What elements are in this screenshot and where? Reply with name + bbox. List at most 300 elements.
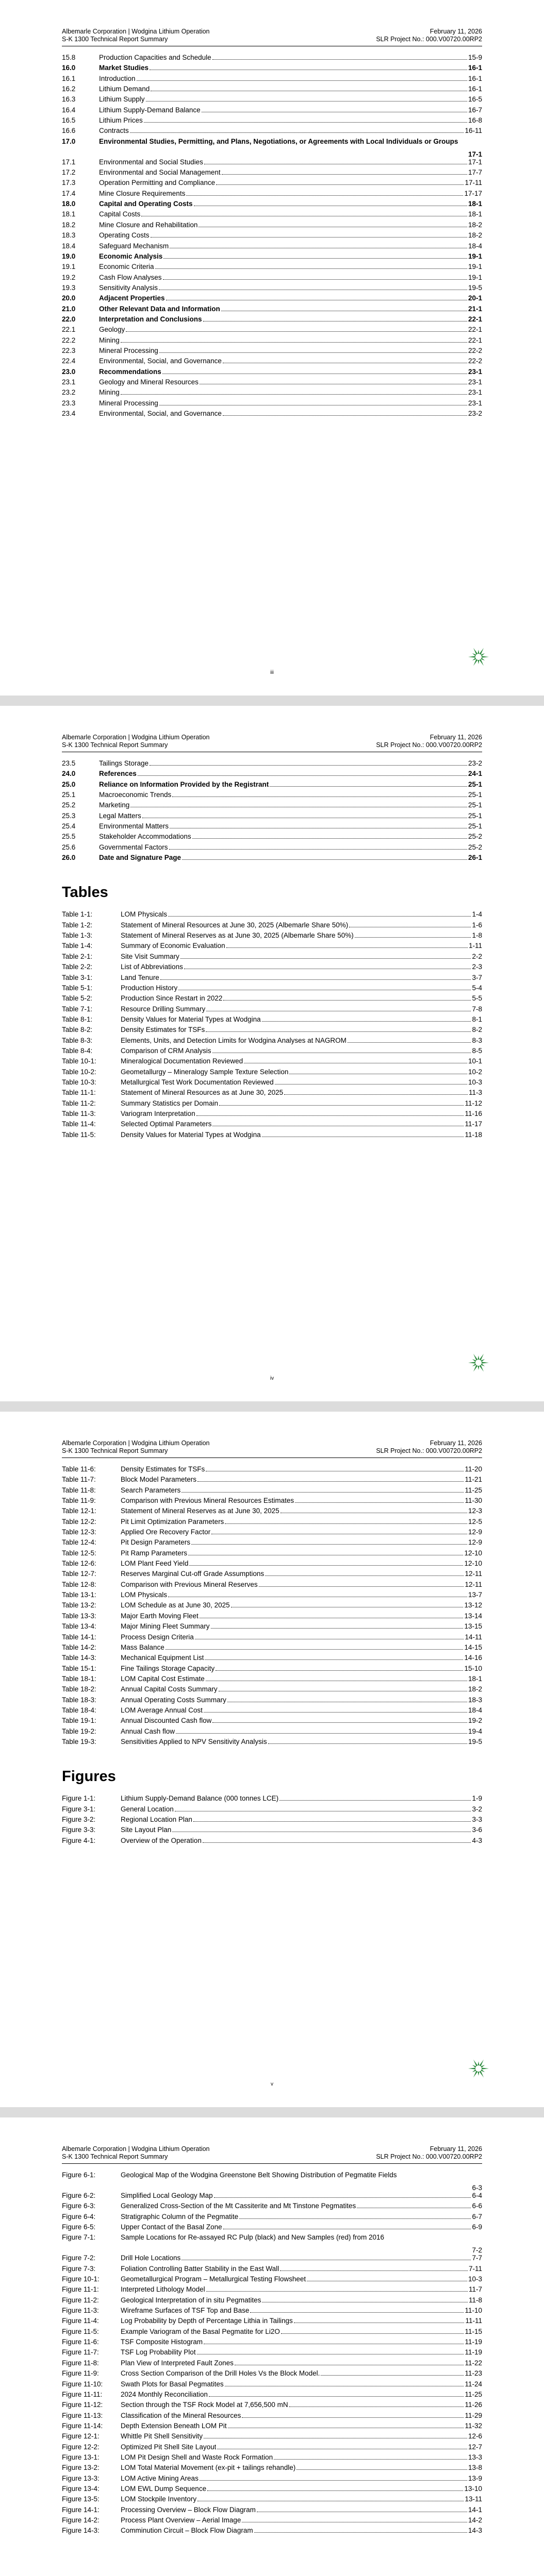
table-list-entry[interactable]	[62, 963, 482, 973]
entry-page: 18-1	[468, 210, 482, 218]
toc-entry[interactable]	[62, 116, 482, 127]
entry-page: 19-1	[468, 252, 482, 260]
entry-title: Operating Costs	[99, 231, 150, 240]
entry-page: 14-16	[464, 1654, 482, 1662]
entry-number: Table 5-1:	[62, 984, 93, 992]
dot-leader	[265, 1575, 464, 1576]
table-list-entry[interactable]	[62, 1497, 482, 1507]
table-list-entry[interactable]	[62, 953, 482, 963]
entry-number: Table 18-3:	[62, 1696, 96, 1704]
toc-entry[interactable]	[62, 357, 482, 367]
entry-page: 16-1	[468, 85, 482, 93]
table-list-entry[interactable]	[62, 1685, 482, 1696]
slr-star-logo-icon	[467, 1351, 490, 1374]
entry-title: Sample Locations for Re-assayed RC Pulp (black) and New Samples (red) from 2016	[121, 2233, 384, 2242]
toc-entry[interactable]	[62, 854, 482, 864]
entry-number: 18.2	[62, 221, 76, 229]
dot-leader	[182, 1492, 464, 1493]
toc-entry[interactable]	[62, 138, 482, 158]
entry-title: Annual Cash flow	[121, 1727, 175, 1735]
figure-list-entry[interactable]	[62, 2348, 482, 2359]
figure-list-entry[interactable]	[62, 2369, 482, 2380]
header-date: February 11, 2026	[430, 2145, 482, 2153]
figure-list-entry[interactable]	[62, 1805, 482, 1816]
entry-title: Mechanical Equipment List	[121, 1654, 204, 1662]
toc-entry[interactable]	[62, 326, 482, 336]
logo-ray	[472, 1364, 476, 1366]
toc-entry[interactable]	[62, 210, 482, 221]
entry-page: 25-1	[468, 791, 482, 799]
table-list-entry[interactable]	[62, 931, 482, 942]
toc-entry[interactable]	[62, 843, 482, 854]
figure-list-entry[interactable]	[62, 2202, 482, 2212]
entry-page: 25-1	[468, 801, 482, 809]
entry-title: Optimized Pit Shell Site Layout	[121, 2443, 217, 2451]
dot-leader	[321, 2375, 464, 2376]
toc-entry[interactable]	[62, 833, 482, 843]
entry-title: Overview of the Operation	[121, 1836, 202, 1844]
toc-entry[interactable]	[62, 315, 482, 326]
entry-title: Geometallurgy – Mineralogy Sample Texture Selection	[121, 1067, 289, 1076]
toc-entry[interactable]	[62, 801, 482, 811]
entry-page: 12-11	[465, 1570, 482, 1578]
dot-leader	[200, 2480, 467, 2481]
entry-page: 16-11	[465, 127, 482, 135]
entry-number: Table 8-1:	[62, 1015, 93, 1023]
entry-title: LOM Total Material Movement (ex-pit + tailings rehandle)	[121, 2464, 296, 2472]
entry-page: 14-1	[468, 2505, 482, 2514]
logo-ray	[472, 658, 476, 660]
entry-page: 13-11	[465, 2495, 482, 2503]
entry-page: 12-9	[468, 1528, 482, 1536]
entry-number: Table 18-2:	[62, 1685, 96, 1693]
entry-number: Table 13-1:	[62, 1591, 96, 1599]
entry-title: Applied Ore Recovery Factor	[121, 1528, 211, 1536]
toc-entry[interactable]	[62, 378, 482, 388]
dot-leader	[144, 122, 467, 123]
entry-title: Market Studies	[99, 64, 149, 72]
figure-list-entry[interactable]	[62, 2296, 482, 2307]
figure-list-entry[interactable]	[62, 2516, 482, 2527]
entry-title: Foliation Controlling Batter Stability in the East Wall	[121, 2264, 279, 2273]
entry-number: 22.2	[62, 336, 76, 344]
entry-number: 19.3	[62, 283, 76, 292]
dot-leader	[130, 132, 464, 133]
table-list-entry[interactable]	[62, 1518, 482, 1528]
figure-list-entry[interactable]	[62, 2527, 482, 2537]
table-list-entry[interactable]	[62, 1612, 482, 1622]
toc-entry[interactable]	[62, 127, 482, 137]
entry-page: 3-6	[472, 1826, 482, 1834]
table-list-entry[interactable]	[62, 1026, 482, 1036]
entry-page: 1-6	[472, 921, 482, 929]
entry-title: Comparison with Previous Mineral Reserves	[121, 1580, 258, 1588]
header-project: SLR Project No.: 000.V00720.00RP2	[376, 36, 482, 43]
entry-title: 2024 Monthly Reconciliation	[121, 2390, 208, 2398]
figure-list-entry[interactable]	[62, 2453, 482, 2464]
entry-number: Table 2-2:	[62, 963, 93, 971]
toc-entry[interactable]	[62, 368, 482, 378]
dot-leader	[172, 796, 467, 797]
figure-list-entry[interactable]	[62, 2171, 482, 2192]
dot-leader	[280, 2270, 468, 2271]
entry-title: Density Values for Material Types at Wodgina	[121, 1015, 261, 1023]
entry-title: Capital and Operating Costs	[99, 200, 193, 208]
toc-entry[interactable]	[62, 106, 482, 116]
toc-entry[interactable]	[62, 388, 482, 399]
toc-entry[interactable]	[62, 410, 482, 420]
table-list-entry[interactable]	[62, 1057, 482, 1067]
table-list-entry[interactable]	[62, 1675, 482, 1685]
entry-title: Search Parameters	[121, 1486, 181, 1494]
entry-title: Classification of the Mineral Resources	[121, 2411, 241, 2419]
entry-page: 19-5	[468, 1737, 482, 1745]
table-list-entry[interactable]	[62, 1591, 482, 1601]
page-header	[62, 28, 482, 43]
entry-number: 16.4	[62, 106, 76, 114]
entry-title: Statement of Mineral Resources as at June 30, 2025	[121, 1089, 284, 1097]
entry-title: Comparison with Previous Mineral Resources Estimates	[121, 1497, 294, 1505]
dot-leader	[163, 279, 467, 280]
entry-page: 13-9	[468, 2474, 482, 2482]
figure-list-entry[interactable]	[62, 2213, 482, 2223]
entry-title: Mining	[99, 388, 120, 397]
entry-number: Table 13-4:	[62, 1622, 96, 1631]
table-list-entry[interactable]	[62, 984, 482, 994]
table-list-entry[interactable]	[62, 1131, 482, 1141]
figure-list-entry[interactable]	[62, 2506, 482, 2516]
entry-title: Economic Criteria	[99, 263, 154, 271]
table-list-entry[interactable]	[62, 1078, 482, 1089]
toc-entry[interactable]	[62, 252, 482, 263]
logo-ray	[480, 1365, 484, 1371]
entry-page: 18-2	[468, 1685, 482, 1693]
entry-page: 8-3	[472, 1036, 482, 1044]
dot-leader	[209, 2396, 464, 2397]
table-list-entry[interactable]	[62, 1486, 482, 1497]
table-list-entry[interactable]	[62, 1717, 482, 1727]
entry-page: 24-1	[468, 770, 482, 778]
entry-number: Table 11-8:	[62, 1486, 96, 1494]
entry-title: Environmental, Social, and Governance	[99, 357, 222, 365]
toc-entry[interactable]	[62, 399, 482, 410]
logo-ray	[480, 2071, 484, 2077]
toc-entry[interactable]	[62, 263, 482, 273]
figure-list-entry[interactable]	[62, 1826, 482, 1836]
entry-page: 23-1	[468, 399, 482, 407]
entry-title: LOM Schedule as at June 30, 2025	[121, 1601, 230, 1609]
dot-leader	[268, 1743, 467, 1744]
entry-title: Pit Limit Optimization Parameters	[121, 1517, 224, 1526]
entry-title: Interpreted Lithology Model	[121, 2285, 205, 2294]
dot-leader	[295, 1502, 464, 1503]
header-date: February 11, 2026	[430, 28, 482, 35]
entry-number: 17.0	[62, 137, 76, 145]
toc-entry[interactable]	[62, 294, 482, 304]
figure-list-entry[interactable]	[62, 2432, 482, 2443]
dot-leader	[121, 394, 467, 395]
table-list-entry[interactable]	[62, 1738, 482, 1748]
entry-page: 18-4	[468, 1706, 482, 1714]
table-list-entry[interactable]	[62, 1706, 482, 1717]
dot-leader	[137, 80, 467, 81]
header-date: February 11, 2026	[430, 734, 482, 741]
dot-leader	[296, 2469, 467, 2470]
table-list-entry[interactable]	[62, 1622, 482, 1633]
entry-page: 11-32	[465, 2421, 482, 2430]
entry-number: 22.3	[62, 346, 76, 354]
page-content	[62, 1465, 482, 1847]
toc-entry[interactable]	[62, 274, 482, 284]
figure-list-entry[interactable]	[62, 2485, 482, 2495]
table-list-entry[interactable]	[62, 1570, 482, 1580]
dot-leader	[150, 765, 467, 766]
entry-title: Regional Location Plan	[121, 1815, 192, 1823]
entry-title: Comparison of CRM Analysis	[121, 1046, 211, 1055]
figure-list-entry[interactable]	[62, 2475, 482, 2485]
figure-list-entry[interactable]	[62, 2359, 482, 2369]
header-date: February 11, 2026	[430, 1439, 482, 1447]
entry-title: Mineral Processing	[99, 346, 158, 354]
entry-title: Tailings Storage	[99, 759, 149, 767]
table-list-entry[interactable]	[62, 910, 482, 921]
entry-title: Sensitivity Analysis	[99, 283, 158, 292]
entry-number: 17.3	[62, 179, 76, 187]
figure-list-entry[interactable]	[62, 2422, 482, 2432]
dot-leader	[189, 1565, 463, 1566]
entry-page: 11-29	[465, 2411, 482, 2419]
toc-entry[interactable]	[62, 347, 482, 357]
table-list-entry[interactable]	[62, 1696, 482, 1706]
figure-list-entry[interactable]	[62, 2401, 482, 2411]
dot-leader	[138, 775, 467, 776]
toc-entry[interactable]	[62, 242, 482, 252]
entry-title: Production History	[121, 984, 178, 992]
header-company: Albemarle Corporation | Wodgina Lithium Operation	[62, 1439, 210, 1447]
toc-entry[interactable]	[62, 336, 482, 347]
table-list-entry[interactable]	[62, 1601, 482, 1612]
logo-ray	[473, 2071, 477, 2077]
toc-entry[interactable]	[62, 781, 482, 791]
table-list-entry[interactable]	[62, 942, 482, 952]
table-list-entry[interactable]	[62, 974, 482, 984]
entry-title: Density Values for Material Types at Wodgina	[121, 1130, 261, 1139]
toc-entry[interactable]	[62, 822, 482, 833]
figure-list-entry[interactable]	[62, 2254, 482, 2264]
page-content	[62, 2171, 482, 2537]
header-project: SLR Project No.: 000.V00720.00RP2	[376, 2153, 482, 2160]
toc-entry[interactable]	[62, 179, 482, 189]
entry-number: Table 11-5:	[62, 1130, 96, 1139]
table-list-entry[interactable]	[62, 1727, 482, 1738]
entry-number: 24.0	[62, 770, 76, 778]
dot-leader	[193, 1821, 471, 1822]
table-list-entry[interactable]	[62, 1005, 482, 1015]
toc-entry[interactable]	[62, 305, 482, 315]
dot-leader	[242, 2417, 464, 2418]
entry-page: 17-17	[464, 189, 482, 197]
entry-page: 16-1	[468, 64, 482, 72]
entry-title: Upper Contact of the Basal Zone	[121, 2223, 222, 2231]
entry-page: 23-1	[468, 378, 482, 386]
table-list-entry[interactable]	[62, 1110, 482, 1120]
toc-entry[interactable]	[62, 221, 482, 231]
dot-leader	[289, 2406, 464, 2407]
table-list-entry[interactable]	[62, 1538, 482, 1549]
entry-page: 22-1	[468, 315, 482, 323]
table-list-entry[interactable]	[62, 1476, 482, 1486]
toc-entry[interactable]	[62, 791, 482, 801]
table-list-entry[interactable]	[62, 1507, 482, 1517]
figure-list-entry[interactable]	[62, 1794, 482, 1805]
entry-title: Major Mining Fleet Summary	[121, 1622, 210, 1631]
entry-title: Date and Signature Page	[99, 854, 182, 862]
toc-entry[interactable]	[62, 770, 482, 780]
table-list-entry[interactable]	[62, 994, 482, 1005]
entry-title: Statement of Mineral Reserves as at June 30, 2025	[121, 1507, 279, 1515]
entry-title: Comminution Circuit – Block Flow Diagram	[121, 2527, 253, 2535]
entry-page: 19-5	[468, 283, 482, 292]
table-list-entry[interactable]	[62, 1120, 482, 1130]
toc-entry[interactable]	[62, 85, 482, 95]
entry-title: Lithium Demand	[99, 85, 150, 93]
table-list-entry[interactable]	[62, 1633, 482, 1643]
toc-entry[interactable]	[62, 231, 482, 242]
entry-number: Table 10-1:	[62, 1057, 96, 1065]
entry-page: 18-3	[468, 1696, 482, 1704]
figure-list-entry[interactable]	[62, 2285, 482, 2296]
table-list-entry[interactable]	[62, 1465, 482, 1476]
header-report: S-K 1300 Technical Report Summary	[62, 1447, 168, 1454]
entry-title: Annual Operating Costs Summary	[121, 1696, 226, 1704]
entry-page: 12-7	[468, 2443, 482, 2451]
entry-number: 16.6	[62, 127, 76, 135]
table-list-entry[interactable]	[62, 1099, 482, 1110]
table-list-entry[interactable]	[62, 1549, 482, 1560]
entry-number: 22.1	[62, 326, 76, 334]
figure-list-entry[interactable]	[62, 2443, 482, 2453]
figure-list-entry[interactable]	[62, 2317, 482, 2327]
figure-list-entry[interactable]	[62, 2495, 482, 2505]
logo-ray	[468, 1362, 475, 1363]
table-list-entry[interactable]	[62, 1528, 482, 1538]
toc-entry[interactable]	[62, 95, 482, 106]
entry-page: 23-2	[468, 410, 482, 417]
toc-entry[interactable]	[62, 64, 482, 74]
figure-list-entry[interactable]	[62, 2275, 482, 2285]
toc-entry[interactable]	[62, 158, 482, 168]
table-list-entry[interactable]	[62, 1037, 482, 1047]
entry-title: Land Tenure	[121, 973, 159, 981]
entry-number: Figure 4-1:	[62, 1836, 96, 1844]
table-list-entry[interactable]	[62, 1015, 482, 1026]
table-list-entry[interactable]	[62, 921, 482, 931]
figure-list-entry[interactable]	[62, 1816, 482, 1826]
toc-entry[interactable]	[62, 200, 482, 210]
entry-page: 15-9	[468, 54, 482, 61]
entry-number: Table 18-1:	[62, 1674, 96, 1683]
figure-list-entry[interactable]	[62, 2265, 482, 2275]
entry-number: Table 13-2:	[62, 1601, 96, 1609]
entry-number: Figure 6-3:	[62, 2202, 96, 2210]
dot-leader	[212, 59, 467, 60]
table-list-entry[interactable]	[62, 1581, 482, 1591]
entry-page: 10-2	[468, 1067, 482, 1076]
entry-number: Table 1-1:	[62, 910, 93, 919]
logo-ray	[481, 2070, 485, 2072]
figure-list-entry[interactable]	[62, 2307, 482, 2317]
figure-list-entry[interactable]	[62, 2233, 482, 2254]
toc-entry[interactable]	[62, 190, 482, 200]
figure-list-entry[interactable]	[62, 2412, 482, 2422]
header-company: Albemarle Corporation | Wodgina Lithium Operation	[62, 2145, 210, 2153]
figure-list-entry[interactable]	[62, 2223, 482, 2233]
table-list-entry[interactable]	[62, 1560, 482, 1570]
table-list-entry[interactable]	[62, 1654, 482, 1664]
entry-page: 23-2	[468, 759, 482, 767]
logo-ray	[468, 656, 475, 657]
table-list-entry[interactable]	[62, 1643, 482, 1654]
entry-number: Figure 13-1:	[62, 2453, 100, 2461]
figure-list-entry[interactable]	[62, 2391, 482, 2401]
figure-list-entry[interactable]	[62, 2328, 482, 2338]
figure-list-entry[interactable]	[62, 2192, 482, 2202]
dot-leader	[160, 979, 471, 980]
entry-title: Environmental and Social Management	[99, 168, 221, 177]
entry-title: Reserves Marginal Cut-off Grade Assumptions	[121, 1570, 265, 1578]
toc-entry[interactable]	[62, 54, 482, 64]
dot-leader	[186, 195, 463, 196]
entry-title: Elements, Units, and Detection Limits for Wodgina Analyses at NAGROM	[121, 1036, 347, 1044]
table-list-entry[interactable]	[62, 1089, 482, 1099]
figure-list-entry[interactable]	[62, 2464, 482, 2474]
dot-leader	[206, 1031, 471, 1032]
toc-entry[interactable]	[62, 812, 482, 822]
entry-number: Table 10-2:	[62, 1067, 96, 1076]
entry-page: 12-9	[468, 1538, 482, 1547]
entry-page: 7-8	[472, 1005, 482, 1013]
toc-entry[interactable]	[62, 75, 482, 85]
entry-number: 16.0	[62, 64, 76, 72]
entry-page: 13-7	[468, 1591, 482, 1599]
table-list-entry[interactable]	[62, 1068, 482, 1078]
logo-ray	[481, 1359, 485, 1362]
figure-list-entry[interactable]	[62, 2338, 482, 2348]
toc-entry[interactable]	[62, 168, 482, 179]
entry-page: 6-7	[472, 2212, 482, 2221]
entry-page: 16-7	[468, 106, 482, 114]
entry-page: 11-25	[465, 2390, 482, 2398]
toc-entry[interactable]	[62, 284, 482, 294]
entry-number: Figure 14-1:	[62, 2505, 100, 2514]
entry-page: 7-11	[468, 2264, 482, 2273]
logo-ray	[477, 650, 479, 654]
entry-page: 1-8	[472, 931, 482, 940]
entry-page: 12-6	[468, 2432, 482, 2441]
toc-entry[interactable]	[62, 759, 482, 770]
entry-title: Recommendations	[99, 367, 161, 376]
entry-number: Figure 6-4:	[62, 2212, 96, 2221]
figure-list-entry[interactable]	[62, 2380, 482, 2391]
table-list-entry[interactable]	[62, 1665, 482, 1675]
dot-leader	[121, 342, 467, 343]
page-number: iv	[270, 1376, 274, 1381]
entry-title: Geological Interpretation of in situ Pegmatites	[121, 2296, 261, 2304]
table-list-entry[interactable]	[62, 1047, 482, 1057]
figure-list-entry[interactable]	[62, 1837, 482, 1847]
entry-page: 25-2	[468, 833, 482, 841]
entry-number: Table 18-4:	[62, 1706, 96, 1714]
